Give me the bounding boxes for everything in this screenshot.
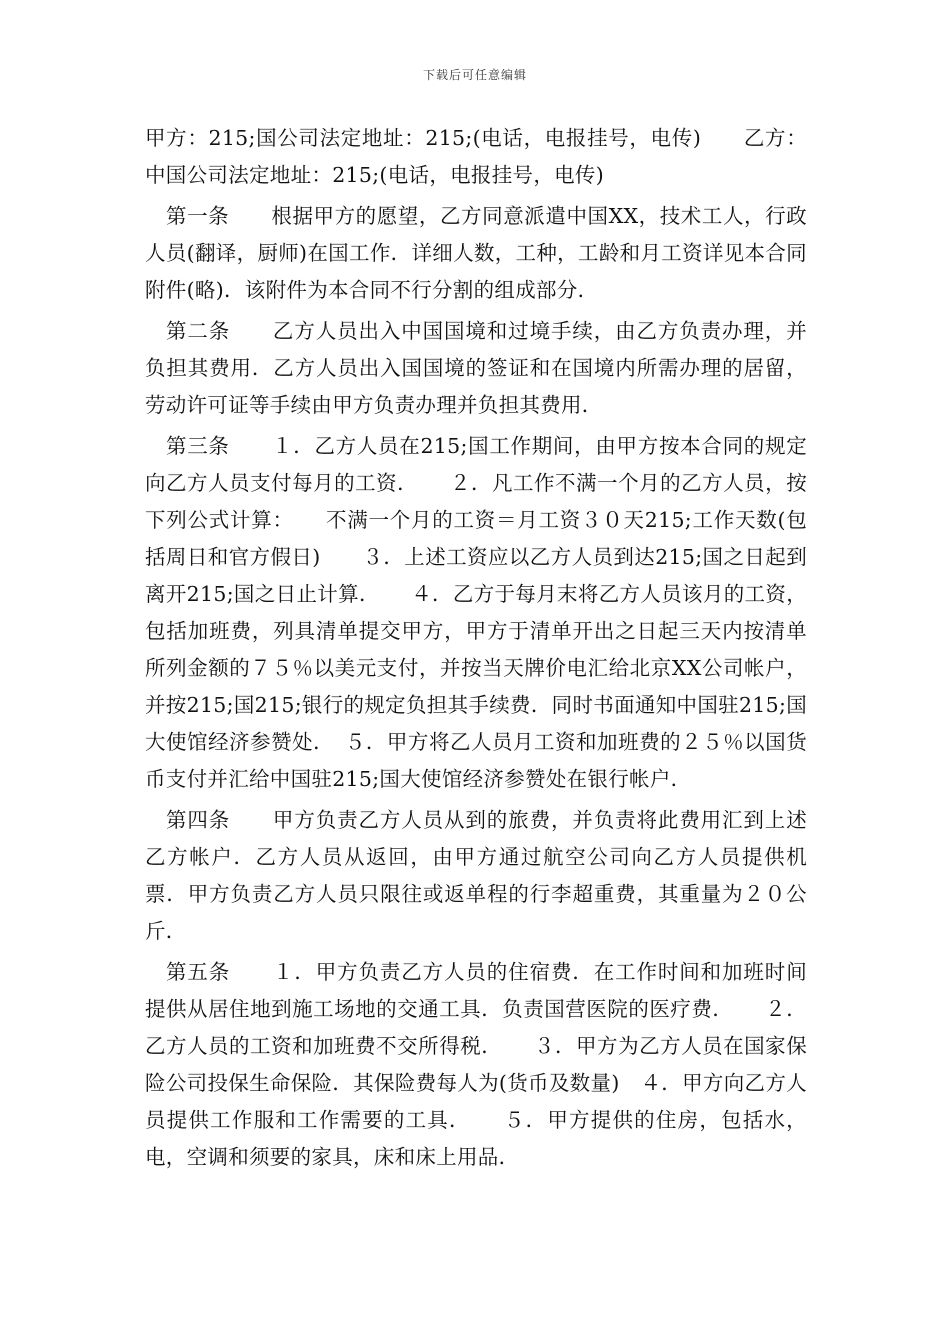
article-4-paragraph: 第四条 甲方负责乙方人员从到的旅费，并负责将此费用汇到上述乙方帐户．乙方人员从返回，由甲方通过航空公司向乙方人员提供机票．甲方负责乙方人员只限往或返单程的行李超重费，其重量为２０公斤． (145, 808, 807, 943)
article-1-paragraph: 第一条 根据甲方的愿望，乙方同意派遣中国XX，技术工人，行政人员(翻译，厨师)在国工作．详细人数，工种，工龄和月工资详见本合同附件(略)．该附件为本合同不行分割的组成部分． (145, 204, 807, 302)
parties-paragraph: 甲方：215;国公司法定地址：215;(电话，电报挂号，电传) 乙方：中国公司法定地址：215;(电话，电报挂号，电传) (145, 126, 807, 187)
article-5-paragraph: 第五条 １．甲方负责乙方人员的住宿费．在工作时间和加班时间提供从居住地到施工场地的交通工具．负责国营医院的医疗费． ２．乙方人员的工资和加班费不交所得税． ３．甲方为乙方人员在国家保险公司投保生命保险．其保险费每人为(货币及数量) ４．甲方向乙方人员提供工作服和工作需要的工具． ５．甲方提供的住房，包括水，电，空调和须要的家具，床和床上用品． (145, 960, 807, 1169)
article-2-paragraph: 第二条 乙方人员出入中国国境和过境手续，由乙方负责办理，并负担其费用．乙方人员出入国国境的签证和在国境内所需办理的居留，劳动许可证等手续由甲方负责办理并负担其费用． (145, 319, 807, 417)
header-note: 下载后可任意编辑 (422, 68, 527, 82)
document-body (145, 120, 807, 1180)
article-3-paragraph: 第三条 １．乙方人员在215;国工作期间，由甲方按本合同的规定向乙方人员支付每月的工资． ２．凡工作不满一个月的乙方人员，按下列公式计算： 不满一个月的工资＝月工资３０天215;工作天数(包括周日和官方假日) ３．上述工资应以乙方人员到达215;国之日起到离开215;国之日止计算． ４．乙方于每月末将乙方人员该月的工资，包括加班费，列具清单提交甲方，甲方于清单开出之日起三天内按清单所列金额的７５％以美元支付，并按当天牌价电汇给北京XX公司帐户，并按215;国215;银行的规定负担其手续费．同时书面通知中国驻215;国大使馆经济参赞处． ５．甲方将乙人员月工资和加班费的２５％以国货币支付并汇给中国驻215;国大使馆经济参赞处在银行帐户． (145, 434, 807, 791)
